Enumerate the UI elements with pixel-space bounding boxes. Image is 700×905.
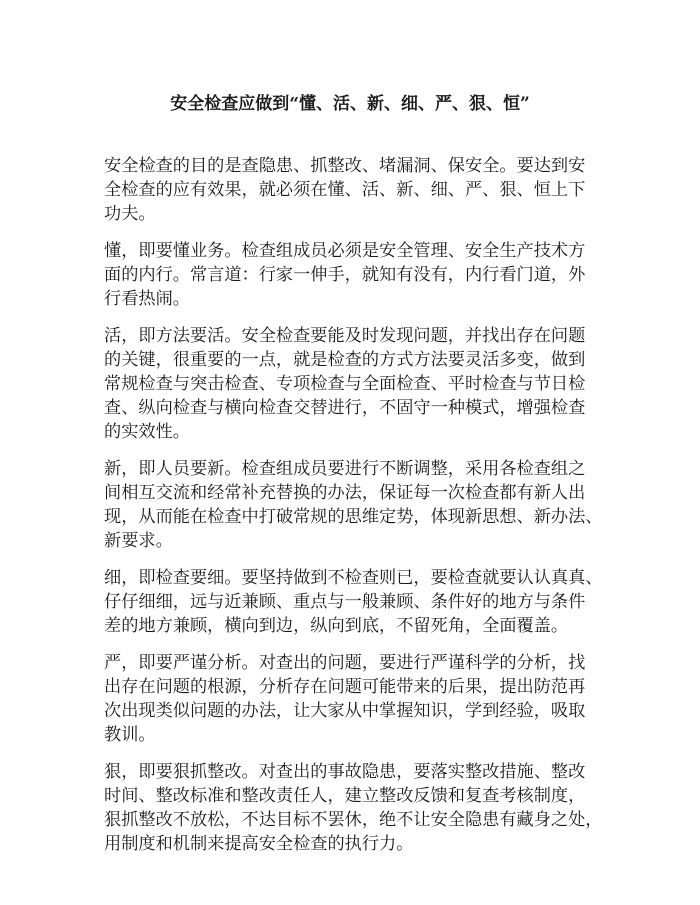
text-line: 新要求。 xyxy=(104,531,173,551)
text-line: 面的内行。常言道：行家一伸手，就知有没有，内行看门道，外 xyxy=(104,265,586,285)
document-body xyxy=(104,154,614,869)
paragraph-huo xyxy=(104,324,614,444)
text-line: 新，即人员要新。检查组成员要进行不断调整，采用各检查组之 xyxy=(104,459,586,479)
text-line: 差的地方兼顾，横向到边，纵向到底，不留死角，全面覆盖。 xyxy=(104,616,569,636)
text-line: 功夫。 xyxy=(104,204,156,224)
text-line: 狠抓整改不放松，不达目标不罢休，绝不让安全隐患有藏身之处， xyxy=(104,810,603,830)
text-line: 用制度和机制来提高安全检查的执行力。 xyxy=(104,834,414,854)
paragraph-hen xyxy=(104,760,614,856)
text-line: 查、纵向检查与横向检查交替进行，不固守一种模式，增强检查 xyxy=(104,398,586,418)
paragraph-xi xyxy=(104,566,614,638)
text-line: 严，即要严谨分析。对查出的问题，要进行严谨科学的分析，找 xyxy=(104,653,586,673)
text-line: 现，从而能在检查中打破常规的思维定势，体现新思想、新办法、 xyxy=(104,507,603,527)
text-line: 行看热闹。 xyxy=(104,289,190,309)
text-line: 常规检查与突击检查、专项检查与全面检查、平时检查与节日检 xyxy=(104,374,586,394)
text-line: 全检查的应有效果，就必须在懂、活、新、细、严、狠、恒上下 xyxy=(104,180,586,200)
text-line: 出存在问题的根源，分析存在问题可能带来的后果，提出防范再 xyxy=(104,677,586,697)
text-line: 间相互交流和经常补充替换的办法，保证每一次检查都有新人出 xyxy=(104,483,586,503)
text-line: 次出现类似问题的办法，让大家从中掌握知识，学到经验，吸取 xyxy=(104,701,586,721)
text-line: 的实效性。 xyxy=(104,422,190,442)
text-line: 安全检查的目的是查隐患、抓整改、堵漏洞、保安全。要达到安 xyxy=(104,156,586,176)
text-line: 狠，即要狠抓整改。对查出的事故隐患，要落实整改措施、整改 xyxy=(104,762,586,782)
text-line: 细，即检查要细。要坚持做到不检查则已，要检查就要认认真真、 xyxy=(104,568,603,588)
text-line: 时间、整改标准和整改责任人，建立整改反馈和复查考核制度， xyxy=(104,786,586,806)
text-line: 的关键，很重要的一点，就是检查的方式方法要灵活多变，做到 xyxy=(104,350,586,370)
paragraph-dong xyxy=(104,239,614,311)
text-line: 懂，即要懂业务。检查组成员必须是安全管理、安全生产技术方 xyxy=(104,241,586,261)
text-line: 活，即方法要活。安全检查要能及时发现问题，并找出存在问题 xyxy=(104,326,586,346)
text-line: 教训。 xyxy=(104,725,156,745)
paragraph-yan xyxy=(104,651,614,747)
paragraph-xin xyxy=(104,457,614,553)
document-title: 安全检查应做到“懂、活、新、细、严、狠、恒” xyxy=(170,94,530,114)
paragraph-intro xyxy=(104,154,614,226)
text-line: 仔仔细细，远与近兼顾、重点与一般兼顾、条件好的地方与条件 xyxy=(104,592,586,612)
